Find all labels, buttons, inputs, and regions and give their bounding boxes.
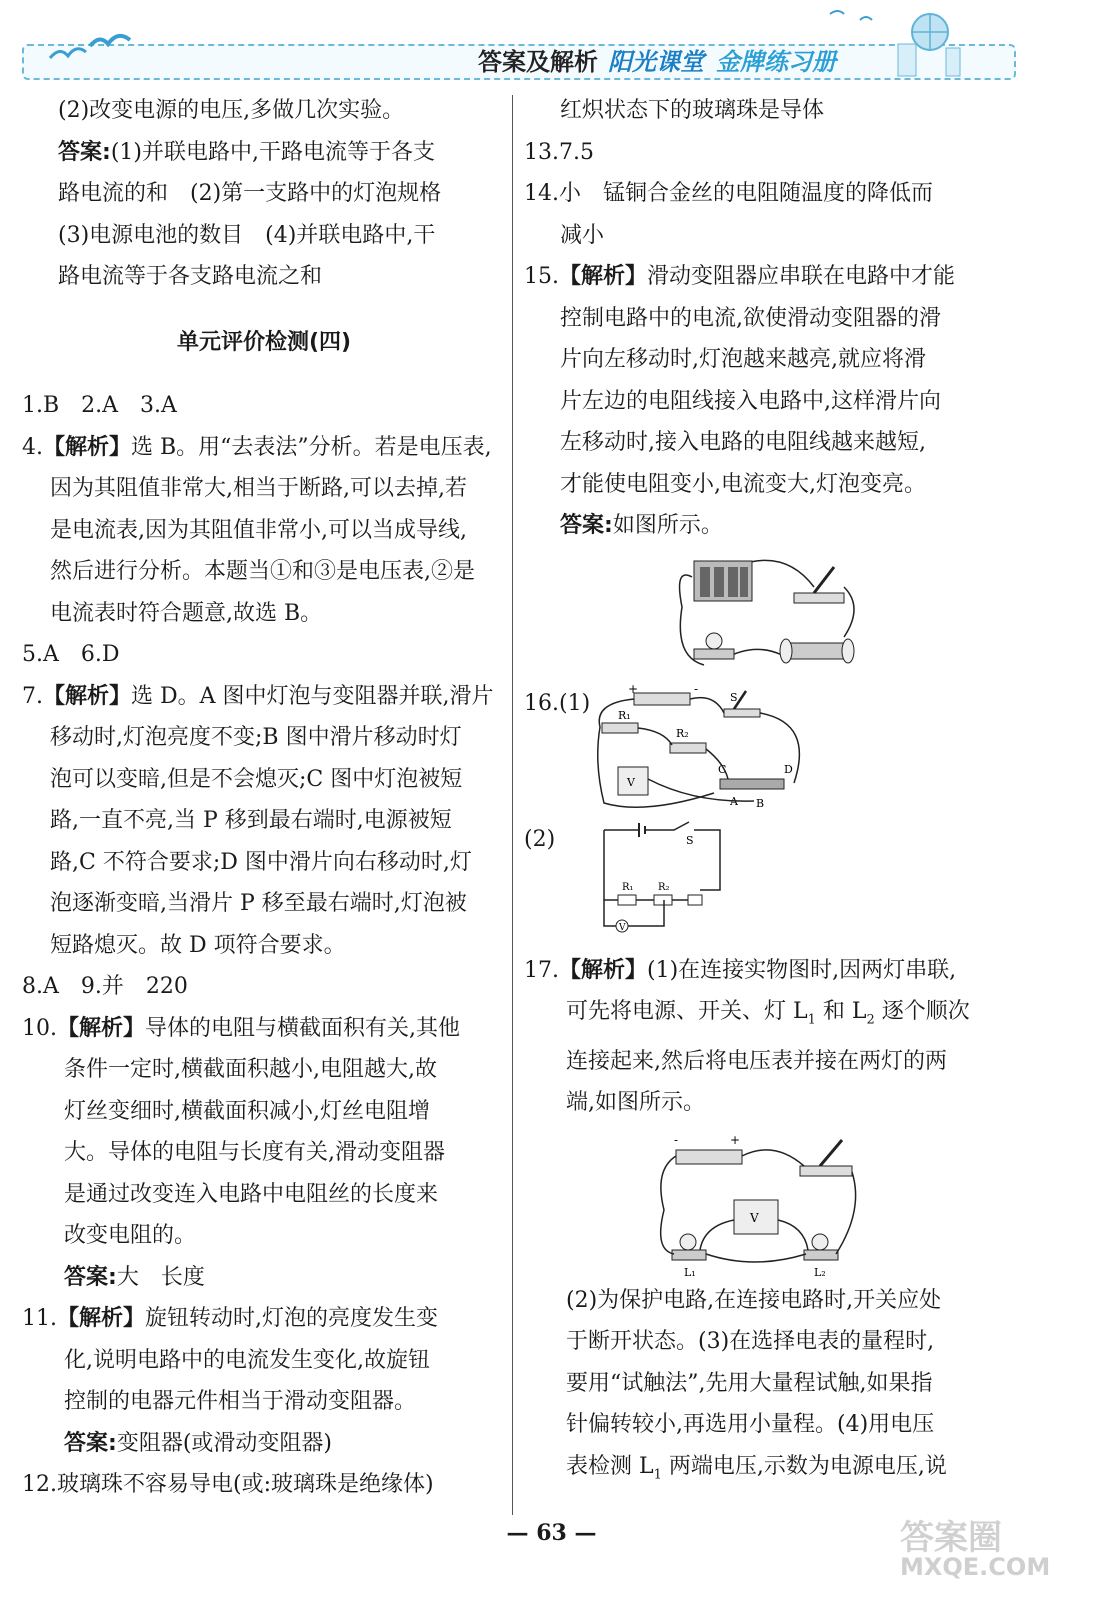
text-line: 短路熄灭。故 D 项符合要求。	[50, 932, 346, 958]
r2-label: R₂	[658, 881, 670, 893]
question-17: 17.【解析】(1)在连接实物图时,因两灯串联,	[524, 957, 957, 983]
text-line: (2)为保护电路,在连接电路时,开关应处	[566, 1287, 942, 1313]
answer-line: (2)	[524, 827, 556, 852]
question-7: 7.【解析】选 D。A 图中灯泡与变阻器并联,滑片	[22, 683, 494, 709]
question-11: 11.【解析】旋钮转动时,灯泡的亮度发生变	[22, 1306, 439, 1331]
text-line: 端,如图所示。	[566, 1090, 705, 1116]
text-line: 路,一直不亮,当 P 移到最右端时,电源被短	[50, 808, 452, 833]
question-15: 15.【解析】滑动变阻器应串联在电路中才能	[524, 264, 956, 289]
text-line: 针偏转较小,再选用小量程。(4)用电压	[566, 1412, 935, 1438]
voltmeter-label: V	[619, 922, 626, 933]
text-line: (3)电源电池的数目 (4)并联电路中,干	[58, 222, 436, 248]
answer-label: 答案:	[58, 139, 111, 165]
page-header	[0, 0, 1103, 95]
text-line: 连接起来,然后将电压表并接在两灯的两	[566, 1048, 947, 1074]
question-10: 10.【解析】导体的电阻与横截面积有关,其他	[22, 1015, 461, 1041]
minus-label: -	[694, 683, 699, 696]
text-line: 大。导体的电阻与长度有关,滑动变阻器	[64, 1140, 445, 1165]
switch-label: S	[730, 691, 738, 704]
answer-line: 答案:如图所示。	[560, 513, 723, 538]
circuit-diagram-16-1	[524, 683, 1002, 815]
analysis-tag: 【解析】	[559, 957, 648, 983]
answer-label: 答案:	[64, 1264, 117, 1290]
answer-line: 5.A 6.D	[22, 642, 120, 667]
text-line: 减小	[560, 222, 605, 248]
terminal-c-label: C	[718, 763, 727, 776]
figure-15	[524, 547, 1002, 677]
answer-line: 1.B 2.A 3.A	[22, 393, 177, 418]
header-brand-2: 金牌练习册	[716, 48, 836, 76]
text-line: 片左边的电阻线接入电路中,这样滑片向	[560, 388, 941, 414]
figure-16-2	[524, 820, 1002, 933]
voltmeter-label: V	[627, 776, 635, 789]
watermark: 答案圈 MXQE.COM	[900, 1518, 1051, 1581]
text-line: 路电流的和 (2)第一支路中的灯泡规格	[58, 181, 442, 206]
analysis-tag: 【解析】	[43, 683, 132, 709]
text-line: 泡可以变暗,但是不会熄灭;C 图中灯泡被短	[50, 766, 463, 792]
answer-label: 答案:	[560, 513, 613, 538]
text-line: 灯丝变细时,横截面积减小,灯丝电阻增	[64, 1098, 430, 1124]
text-line: 片向左移动时,灯泡越来越亮,就应将滑	[560, 347, 926, 372]
header-brand: 阳光课堂	[608, 48, 704, 76]
r1-label: R₁	[618, 709, 631, 722]
analysis-tag: 【解析】	[43, 434, 132, 460]
terminal-a-label: A	[730, 795, 738, 808]
r2-label: R₂	[676, 727, 689, 740]
answer-line: 答案:(1)并联电路中,干路电流等于各支	[58, 139, 435, 165]
text-line: 泡逐渐变暗,当滑片 P 移至最右端时,灯泡被	[50, 891, 467, 916]
answer-label: 答案:	[64, 1430, 117, 1456]
left-column	[22, 90, 506, 1506]
answer-line: 12.玻璃珠不容易导电(或:玻璃珠是绝缘体)	[22, 1472, 434, 1497]
question-4: 4.【解析】选 B。用“去表法”分析。若是电压表,	[22, 434, 492, 460]
header-title: 答案及解析 阳光课堂 金牌练习册	[478, 48, 836, 76]
column-divider	[512, 95, 513, 1515]
text-line: 化,说明电路中的电流发生变化,故旋钮	[64, 1347, 430, 1373]
text-line: 于断开状态。(3)在选择电表的量程时,	[566, 1329, 935, 1355]
analysis-tag: 【解析】	[57, 1015, 146, 1041]
text-line: 是电流表,因为其阻值非常小,可以当成导线,	[50, 517, 467, 543]
text-line: 控制的电器元件相当于滑动变阻器。	[64, 1389, 417, 1414]
page-number: — 63 —	[506, 1520, 597, 1546]
text-line: 可先将电源、开关、灯 $L_1$ 和 $L_2$ 逐个顺次	[566, 999, 970, 1028]
text-line: 路,C 不符合要求;D 图中滑片向右移动时,灯	[50, 849, 472, 875]
text-line: 条件一定时,横截面积越小,电阻越大,故	[64, 1057, 437, 1082]
plus-label: +	[628, 683, 639, 696]
answer-line: 16.(1)	[524, 690, 591, 716]
globe-decoration-icon	[820, 4, 1020, 84]
answer-line: 答案:变阻器(或滑动变阻器)	[64, 1430, 332, 1456]
right-column	[524, 90, 1002, 1496]
circuit-diagram-16-2	[524, 820, 1002, 940]
section-title: 单元评价检测(四)	[176, 329, 352, 355]
text-line: 左移动时,接入电路的电阻线越来越短,	[560, 430, 926, 455]
text-line: 改变电阻的。	[64, 1223, 197, 1248]
terminal-b-label: B	[756, 797, 765, 810]
text-line: 才能使电阻变小,电流变大,灯泡变亮。	[560, 471, 926, 497]
circuit-diagram-17	[524, 1130, 1002, 1280]
text-line: 电流表时符合题意,故选 B。	[50, 600, 323, 626]
analysis-tag: 【解析】	[559, 264, 648, 289]
l2-label: L₂	[814, 1265, 826, 1279]
analysis-tag: 【解析】	[57, 1306, 146, 1331]
text-line: 因为其阻值非常大,相当于断路,可以去掉,若	[50, 476, 467, 501]
r1-label: R₁	[622, 881, 634, 893]
answer-line: 14.小 锰铜合金丝的电阻随温度的降低而	[524, 181, 933, 206]
text-line: 是通过改变连入电路中电阻丝的长度来	[64, 1181, 439, 1207]
figure-16-1	[524, 683, 1002, 810]
text-line: (2)改变电源的电压,多做几次实验。	[58, 98, 405, 123]
text-line: 红炽状态下的玻璃珠是导体	[560, 98, 825, 123]
switch-label: S	[686, 833, 694, 847]
l1-label: L₁	[684, 1265, 696, 1279]
circuit-diagram-15	[524, 547, 1002, 677]
minus-label: -	[674, 1132, 679, 1147]
answer-line: 8.A 9.并 220	[22, 974, 188, 999]
text-line: 表检测 $L_1$ 两端电压,示数为电源电压,说	[566, 1453, 947, 1483]
plus-label: +	[730, 1132, 741, 1147]
text-line: 路电流等于各支路电流之和	[58, 264, 323, 289]
text-line: 控制电路中的电流,欲使滑动变阻器的滑	[560, 305, 941, 331]
answer-line: 13.7.5	[524, 139, 594, 165]
voltmeter-label: V	[750, 1210, 759, 1225]
text-line: 要用“试触法”,先用大量程试触,如果指	[566, 1370, 933, 1396]
answer-line: 答案:大 长度	[64, 1264, 205, 1290]
text-line: 移动时,灯泡亮度不变;B 图中滑片移动时灯	[50, 725, 462, 750]
terminal-d-label: D	[784, 763, 793, 776]
birds-icon	[40, 28, 140, 68]
figure-17	[524, 1130, 1002, 1280]
text-line: 然后进行分析。本题当①和③是电压表,②是	[50, 559, 475, 584]
